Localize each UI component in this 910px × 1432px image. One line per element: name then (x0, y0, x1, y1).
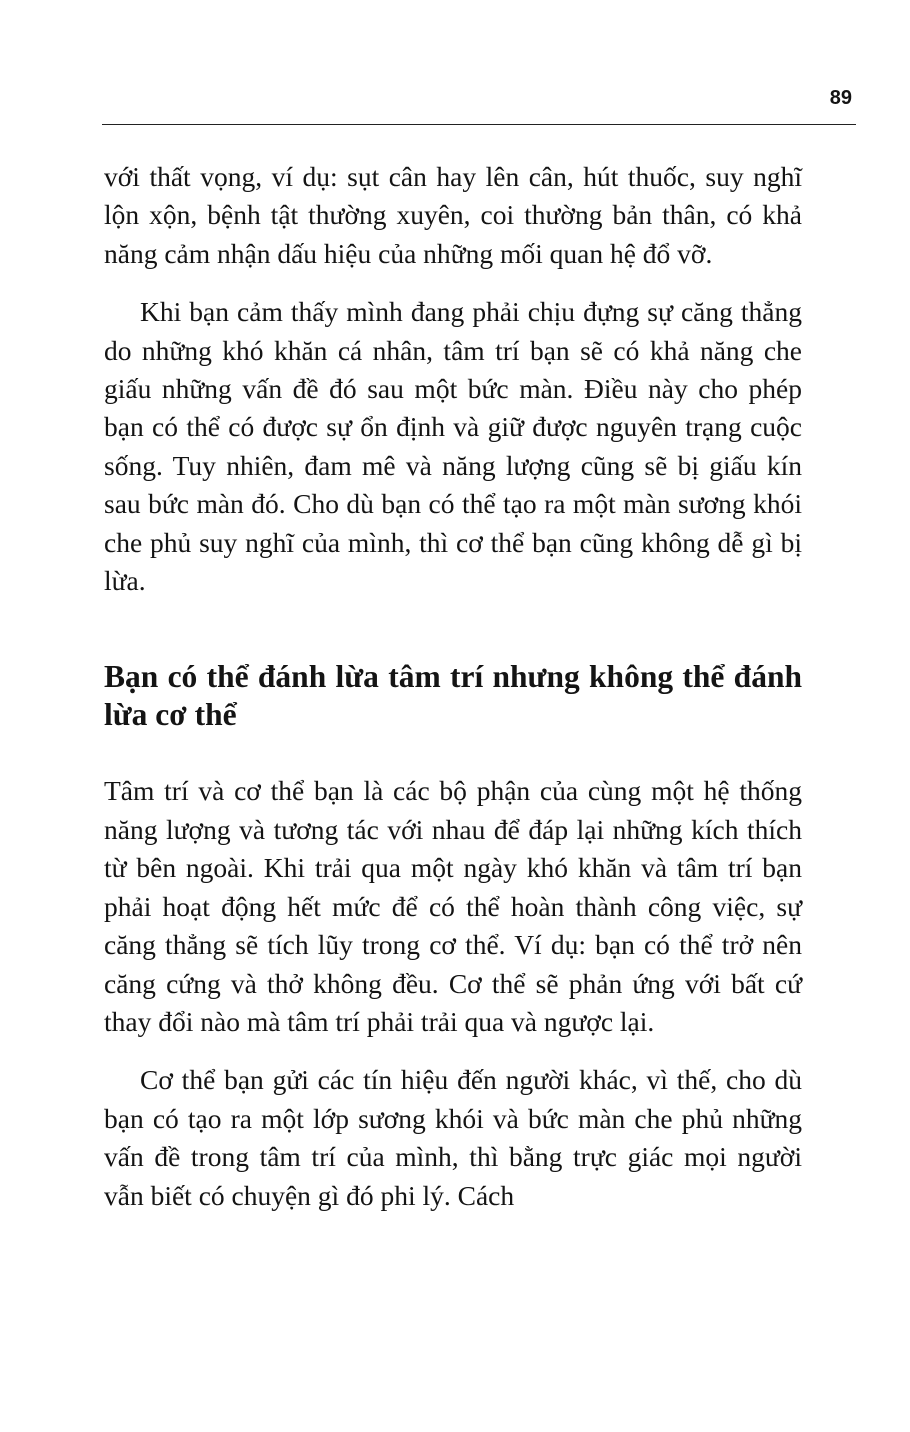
page-body (104, 158, 802, 1215)
page-number: 89 (829, 87, 852, 109)
paragraph-3: Tâm trí và cơ thể bạn là các bộ phận của cùng một hệ thống năng lượng và tương tác với nhau để đáp lại những kích thích từ bên ngoài. Khi trải qua một ngày khó khăn và tâm trí bạn phải hoạt động hết mức để có thể hoàn thành công việc, sự căng thẳng sẽ tích lũy trong cơ thể. Ví dụ: bạn có thể trở nên căng cứng và thở không đều. Cơ thể sẽ phản ứng với bất cứ thay đổi nào mà tâm trí phải trải qua và ngược lại. (104, 775, 802, 1037)
paragraph-1: với thất vọng, ví dụ: sụt cân hay lên cân, hút thuốc, suy nghĩ lộn xộn, bệnh tật thường xuyên, coi thường bản thân, có khả năng cảm nhận dấu hiệu của những mối quan hệ đổ vỡ. (104, 161, 802, 269)
header-divider (102, 124, 856, 125)
section-heading: Bạn có thể đánh lừa tâm trí nhưng không thể đánh lừa cơ thể (104, 659, 802, 733)
paragraph-2: Khi bạn cảm thấy mình đang phải chịu đựng sự căng thẳng do những khó khăn cá nhân, tâm trí bạn sẽ có khả năng che giấu những vấn đề đó sau một bức màn. Điều này cho phép bạn có thể có được sự ổn định và giữ được nguyên trạng cuộc sống. Tuy nhiên, đam mê và năng lượng cũng sẽ bị giấu kín sau bức màn đó. Cho dù bạn có thể tạo ra một màn sương khói che phủ suy nghĩ của mình, thì cơ thể bạn cũng không dễ gì bị lừa. (104, 296, 802, 597)
paragraph-4: Cơ thể bạn gửi các tín hiệu đến người khác, vì thế, cho dù bạn có tạo ra một lớp sương khói và bức màn che phủ những vấn đề trong tâm trí của mình, thì bằng trực giác mọi người vẫn biết có chuyện gì đó phi lý. Cách (104, 1064, 802, 1211)
